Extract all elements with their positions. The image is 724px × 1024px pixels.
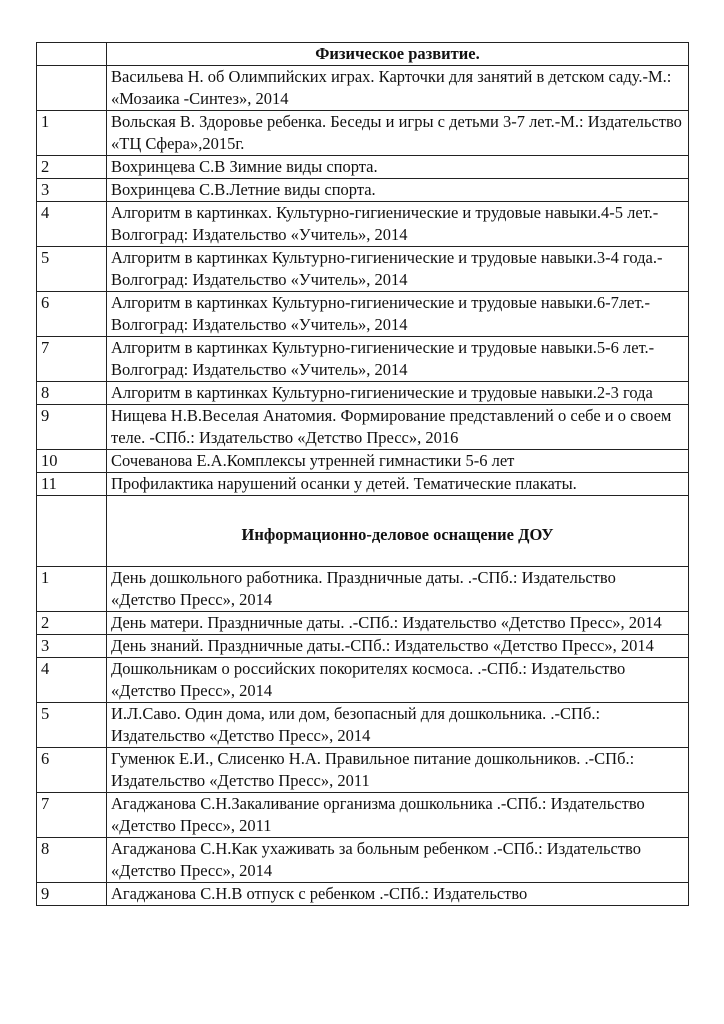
row-number: 1 [37,111,107,156]
row-number: 5 [37,247,107,292]
row-text: Вохринцева С.В.Летние виды спорта. [107,179,689,202]
row-text: Вохринцева С.В Зимние виды спорта. [107,156,689,179]
table-row [37,838,689,883]
row-number: 10 [37,450,107,473]
row-number: 11 [37,473,107,496]
row-number: 3 [37,635,107,658]
row-text: Васильева Н. об Олимпийских играх. Карточки для занятий в детском саду.-М.: «Мозаика -Синтез», 2014 [107,66,689,111]
table-row [37,703,689,748]
row-number [37,66,107,111]
row-text: Алгоритм в картинках Культурно-гигиенические и трудовые навыки.5-6 лет.- Волгоград: Издательство «Учитель», 2014 [107,337,689,382]
table-row [37,66,689,111]
row-number: 9 [37,883,107,906]
row-text: Алгоритм в картинках Культурно-гигиенические и трудовые навыки.6-7лет.- Волгоград: Издательство «Учитель», 2014 [107,292,689,337]
table-row [37,635,689,658]
row-text: И.Л.Саво. Один дома, или дом, безопасный для дошкольника. .-СПб.: Издательство «Детство Пресс», 2014 [107,703,689,748]
table-row [37,883,689,906]
row-text: Вольская В. Здоровье ребенка. Беседы и игры с детьми 3-7 лет.-М.: Издательство «ТЦ Сфера»,2015г. [107,111,689,156]
table-row [37,612,689,635]
row-text: Сочеванова Е.А.Комплексы утренней гимнастики 5-6 лет [107,450,689,473]
row-number: 6 [37,748,107,793]
row-number: 1 [37,567,107,612]
table-row [37,156,689,179]
row-number: 9 [37,405,107,450]
table-row [37,450,689,473]
row-text: Дошкольникам о российских покорителях космоса. .-СПб.: Издательство «Детство Пресс», 2014 [107,658,689,703]
table-row [37,292,689,337]
section-header [37,43,689,66]
row-number: 8 [37,382,107,405]
row-text: Гуменюк Е.И., Слисенко Н.А. Правильное питание дошкольников. .-СПб.: Издательство «Детство Пресс», 2011 [107,748,689,793]
table-row [37,748,689,793]
row-number: 2 [37,156,107,179]
row-number: 3 [37,179,107,202]
table-row [37,202,689,247]
row-text: Агаджанова С.Н.Как ухаживать за больным ребенком .-СПб.: Издательство «Детство Пресс», 2014 [107,838,689,883]
row-number: 7 [37,793,107,838]
table-row [37,247,689,292]
row-text: Профилактика нарушений осанки у детей. Тематические плакаты. [107,473,689,496]
row-number: 8 [37,838,107,883]
table-row [37,179,689,202]
row-text: День знаний. Праздничные даты.-СПб.: Издательство «Детство Пресс», 2014 [107,635,689,658]
row-number: 4 [37,202,107,247]
section-title: Информационно-деловое оснащение ДОУ [107,496,689,567]
table-row [37,658,689,703]
row-text: День дошкольного работника. Праздничные даты. .-СПб.: Издательство «Детство Пресс», 2014 [107,567,689,612]
row-number: 2 [37,612,107,635]
row-text: Алгоритм в картинках. Культурно-гигиенические и трудовые навыки.4-5 лет.- Волгоград: Издательство «Учитель», 2014 [107,202,689,247]
row-text: Агаджанова С.Н.Закаливание организма дошкольника .-СПб.: Издательство «Детство Пресс», 2011 [107,793,689,838]
section-number-cell [37,496,107,567]
row-text: Алгоритм в картинках Культурно-гигиенические и трудовые навыки.3-4 года.- Волгоград: Издательство «Учитель», 2014 [107,247,689,292]
table-row [37,382,689,405]
section-header [37,496,689,567]
row-text: Нищева Н.В.Веселая Анатомия. Формирование представлений о себе и о своем теле. -СПб.: Издательство «Детство Пресс», 2016 [107,405,689,450]
row-number: 7 [37,337,107,382]
row-number: 5 [37,703,107,748]
row-number: 6 [37,292,107,337]
table-row [37,337,689,382]
bibliography-body [37,43,689,906]
section-number-cell [37,43,107,66]
row-number: 4 [37,658,107,703]
table-row [37,405,689,450]
row-text: День матери. Праздничные даты. .-СПб.: Издательство «Детство Пресс», 2014 [107,612,689,635]
table-row [37,473,689,496]
table-row [37,793,689,838]
table-row [37,567,689,612]
table-row [37,111,689,156]
bibliography-table [36,42,689,906]
row-text: Агаджанова С.Н.В отпуск с ребенком .-СПб.: Издательство [107,883,689,906]
section-title: Физическое развитие. [107,43,689,66]
row-text: Алгоритм в картинках Культурно-гигиенические и трудовые навыки.2-3 года [107,382,689,405]
